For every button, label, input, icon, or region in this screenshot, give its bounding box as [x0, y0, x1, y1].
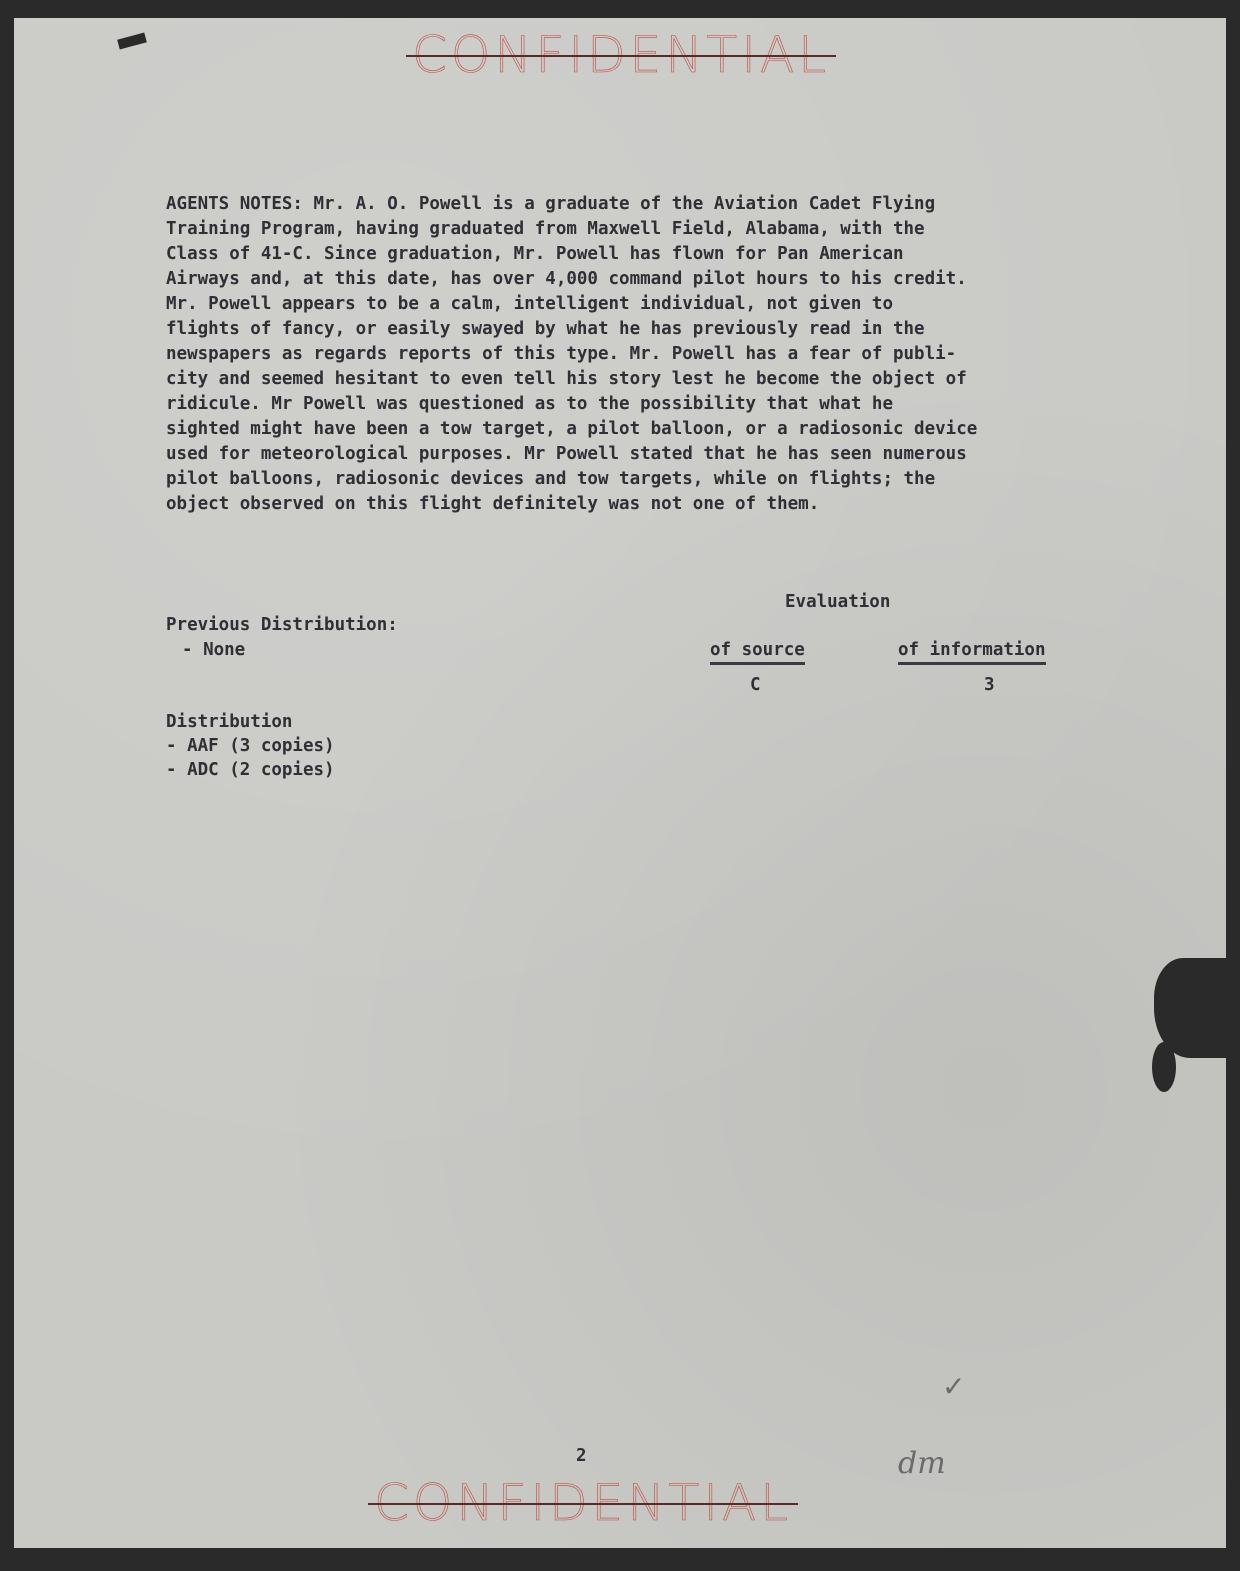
check-mark-icon: ✓ [942, 1370, 966, 1403]
evaluation-source-value: C [750, 675, 761, 695]
previous-distribution-item: - None [182, 640, 246, 660]
notes-line: Mr. Powell appears to be a calm, intelligent individual, not given to [166, 294, 893, 314]
paper-damage-mark [1152, 1042, 1176, 1092]
notes-line: Class of 41-C. Since graduation, Mr. Powell has flown for Pan American [166, 244, 904, 264]
evaluation-information-value: 3 [984, 675, 995, 695]
distribution-item: - ADC (2 copies) [166, 760, 335, 780]
notes-line: city and seemed hesitant to even tell his story lest he become the object of [166, 369, 967, 389]
evaluation-information-label: of information [898, 640, 1046, 665]
notes-line: flights of fancy, or easily swayed by what he has previously read in the [166, 319, 925, 339]
notes-line: ridicule. Mr Powell was questioned as to the possibility that what he [166, 394, 893, 414]
previous-distribution-heading: Previous Distribution: [166, 615, 398, 635]
notes-line: Airways and, at this date, has over 4,000 command pilot hours to his credit. [166, 269, 967, 289]
notes-line: Training Program, having graduated from Maxwell Field, Alabama, with the [166, 219, 925, 239]
document-page [14, 18, 1226, 1548]
distribution-item: - AAF (3 copies) [166, 736, 335, 756]
notes-line: newspapers as regards reports of this type. Mr. Powell has a fear of publi- [166, 344, 957, 364]
distribution-heading: Distribution [166, 712, 293, 732]
confidential-stamp-bottom: CONFIDENTIAL [374, 1474, 793, 1532]
confidential-stamp-top: CONFIDENTIAL [412, 26, 831, 84]
notes-line: sighted might have been a tow target, a pilot balloon, or a radiosonic device [166, 419, 978, 439]
evaluation-heading: Evaluation [785, 592, 891, 612]
handwritten-note: dm [898, 1446, 946, 1481]
notes-line: used for meteorological purposes. Mr Powell stated that he has seen numerous [166, 444, 967, 464]
evaluation-source-label: of source [710, 640, 805, 665]
notes-line: AGENTS NOTES: Mr. A. O. Powell is a graduate of the Aviation Cadet Flying [166, 194, 936, 214]
notes-line: pilot balloons, radiosonic devices and tow targets, while on flights; the [166, 469, 936, 489]
ink-speck [117, 33, 147, 50]
notes-line: object observed on this flight definitely was not one of them. [166, 494, 820, 514]
page-number: 2 [576, 1446, 587, 1466]
